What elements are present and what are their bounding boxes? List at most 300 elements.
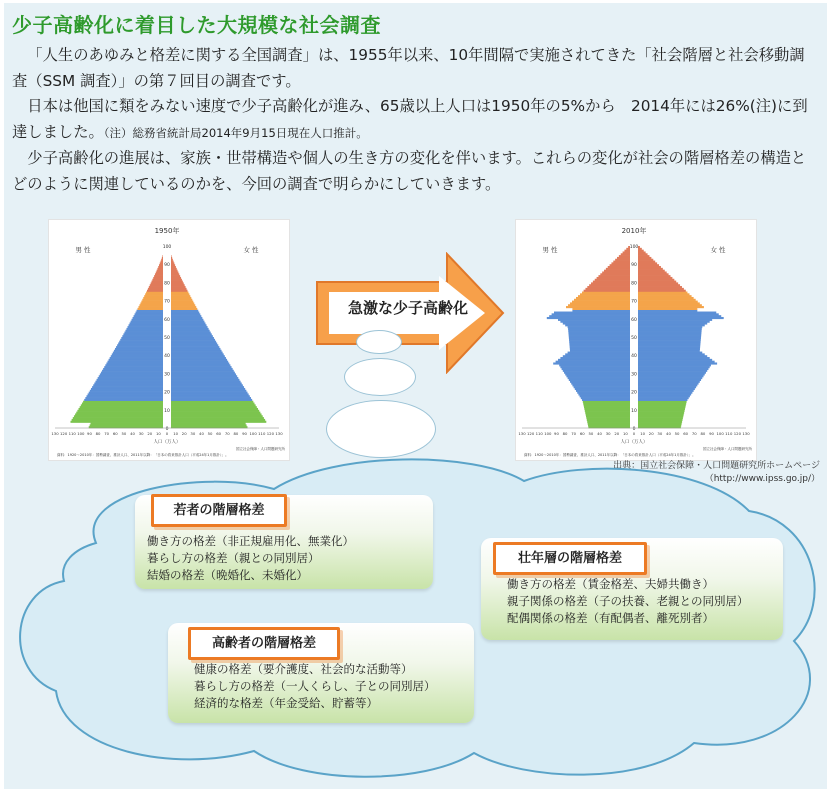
female-age-bar: [638, 268, 663, 270]
female-age-bar: [638, 350, 700, 352]
female-age-bar: [171, 282, 184, 284]
male-age-bar: [160, 261, 163, 263]
age-tick-label: 60: [164, 317, 170, 323]
female-age-bar: [638, 266, 661, 268]
female-age-bar: [171, 359, 227, 361]
x-tick-label: 10: [640, 431, 646, 436]
x-tick-label: 70: [571, 431, 577, 436]
x-tick-label: 60: [216, 431, 222, 436]
female-age-bar: [638, 408, 685, 410]
male-age-bar: [104, 366, 163, 368]
x-tick-label: 120: [59, 431, 68, 436]
male-age-bar: [95, 381, 163, 383]
x-tick-label: 100: [249, 431, 257, 436]
male-age-bar: [568, 330, 630, 332]
thought-bubble-large: [326, 400, 436, 458]
male-age-bar: [585, 288, 630, 290]
male-age-bar: [560, 357, 630, 359]
male-age-bar: [572, 308, 630, 310]
female-age-bar: [171, 335, 213, 337]
female-age-bar: [638, 264, 659, 266]
male-age-bar: [559, 364, 630, 366]
male-age-bar: [150, 284, 163, 286]
male-age-bar: [569, 335, 630, 337]
male-age-bar: [127, 326, 163, 328]
male-age-bar: [151, 282, 163, 284]
female-age-bar: [171, 297, 191, 299]
male-age-bar: [602, 271, 630, 273]
female-age-bar: [171, 357, 226, 359]
male-age-bar: [553, 362, 630, 364]
female-age-bar: [638, 335, 701, 337]
chart-year-label: 2010年: [621, 227, 647, 235]
female-age-bar: [171, 377, 238, 379]
list-item: 配偶関係の格差（有配偶者、離死別者）: [507, 611, 714, 625]
male-age-bar: [100, 373, 163, 375]
female-age-bar: [171, 397, 251, 399]
x-tick-label: 40: [130, 431, 135, 436]
male-age-bar: [122, 335, 163, 337]
male-age-bar: [117, 344, 163, 346]
age-tick-label: 90: [164, 263, 170, 269]
male-age-bar: [558, 319, 630, 321]
female-age-bar: [171, 415, 263, 417]
female-age-bar: [638, 383, 699, 385]
female-age-bar: [171, 324, 207, 326]
x-tick-label: 130: [742, 431, 750, 436]
female-age-bar: [638, 286, 682, 288]
female-age-bar: [171, 366, 232, 368]
female-age-bar: [171, 375, 237, 377]
male-age-bar: [110, 357, 163, 359]
x-tick-label: 100: [716, 431, 724, 436]
male-label: 男 性: [542, 246, 558, 254]
x-tick-label: 40: [597, 431, 602, 436]
list-item: 経済的な格差（年金受給、貯蓄等）: [194, 696, 378, 710]
male-age-bar: [90, 390, 163, 392]
female-age-bar: [171, 339, 215, 341]
female-age-bar: [638, 381, 700, 383]
male-age-bar: [98, 377, 163, 379]
female-age-bar: [171, 372, 235, 374]
male-age-bar: [152, 279, 163, 281]
list-item: 健康の格差（要介護度、社会的な活動等）: [194, 662, 413, 676]
male-age-bar: [568, 352, 630, 354]
male-age-bar: [159, 264, 163, 266]
male-age-bar: [569, 339, 630, 341]
female-age-bar: [638, 333, 701, 335]
female-age-bar: [638, 312, 716, 314]
chart-source-note: 資料：1920～2010年：国勢調査、推計人口、2011年以降：「日本の将来推計人口（平成24年1月推計）」。: [524, 453, 696, 457]
age-tick-label: 0: [165, 427, 169, 432]
female-age-bar: [171, 403, 254, 405]
female-age-bar: [171, 390, 246, 392]
female-age-bar: [638, 399, 687, 401]
male-age-bar: [563, 370, 630, 372]
female-age-bar: [638, 342, 700, 344]
male-age-bar: [586, 415, 630, 417]
male-age-bar: [158, 266, 163, 268]
page: [4, 3, 827, 789]
male-age-bar: [129, 324, 163, 326]
middle-age-inequality-list: [507, 576, 749, 627]
female-age-bar: [171, 342, 217, 344]
male-age-bar: [578, 393, 630, 395]
age-tick-label: 90: [631, 263, 637, 269]
male-age-bar: [558, 359, 630, 361]
female-age-bar: [171, 379, 239, 381]
male-age-bar: [137, 308, 163, 310]
x-tick-label: 110: [535, 431, 543, 436]
female-age-bar: [171, 266, 176, 268]
female-age-bar: [638, 281, 676, 283]
male-age-bar: [72, 419, 163, 421]
male-age-bar: [153, 277, 163, 279]
male-age-bar: [560, 321, 630, 323]
intro-paragraph-3: 少子高齢化の進展は、家族・世帯構造や個人の生き方の変化を伴います。これらの変化が社会の階層格差の構造とどのように関連しているのかを、今回の調査で明らかにしていきます。: [12, 149, 807, 193]
female-age-bar: [638, 357, 710, 359]
male-age-bar: [571, 383, 630, 385]
female-age-bar: [638, 390, 694, 392]
male-age-bar: [617, 257, 630, 259]
female-age-bar: [638, 319, 712, 321]
x-tick-label: 50: [121, 431, 127, 436]
male-age-bar: [84, 399, 163, 401]
male-age-bar: [576, 297, 630, 299]
age-tick-label: 30: [631, 372, 637, 378]
female-age-bar: [171, 257, 172, 259]
x-tick-label: 10: [155, 431, 161, 436]
female-age-bar: [638, 293, 690, 295]
female-age-bar: [638, 415, 683, 417]
male-age-bar: [584, 404, 630, 406]
male-age-bar: [85, 397, 163, 399]
male-age-bar: [157, 268, 163, 270]
age-tick-label: 10: [631, 408, 637, 414]
female-age-bar: [638, 392, 692, 394]
female-age-bar: [638, 262, 657, 264]
male-age-bar: [577, 392, 630, 394]
middle-age-inequality-box: [481, 538, 783, 640]
female-age-bar: [638, 301, 698, 303]
x-tick-label: 50: [588, 431, 594, 436]
x-tick-label: 40: [199, 431, 204, 436]
male-age-bar: [556, 361, 630, 363]
male-age-bar: [160, 262, 163, 264]
male-age-bar: [575, 388, 630, 390]
male-age-bar: [133, 317, 163, 319]
x-tick-label: 120: [526, 431, 535, 436]
chart-source-note: 資料：1920～2010年：国勢調査、推計人口、2011年以降：「日本の将来推計人口（平成24年1月推計）」。: [57, 453, 229, 457]
male-age-bar: [77, 410, 163, 412]
female-age-bar: [638, 406, 685, 408]
x-tick-label: 130: [275, 431, 283, 436]
male-age-bar: [570, 350, 630, 352]
female-age-bar: [171, 295, 190, 297]
female-age-bar: [638, 359, 712, 361]
female-age-bar: [638, 370, 707, 372]
female-age-bar: [171, 404, 256, 406]
female-age-bar: [171, 384, 243, 386]
female-age-bar: [638, 393, 691, 395]
female-age-bar: [171, 277, 181, 279]
male-age-bar: [582, 399, 630, 401]
intro-paragraph-1: 「人生のあゆみと格差に関する全国調査」は、1955年以来、10年間隔で実施されてきた「社会階層と社会移動調査（SSM 調査）」の第７回目の調査です。: [12, 46, 805, 90]
male-age-bar: [597, 277, 630, 279]
female-age-bar: [638, 375, 704, 377]
x-tick-label: 80: [95, 431, 101, 436]
female-age-bar: [638, 372, 706, 374]
female-age-bar: [171, 423, 246, 425]
female-age-bar: [638, 355, 707, 357]
male-age-bar: [139, 304, 163, 306]
male-age-bar: [570, 346, 630, 348]
female-age-bar: [171, 362, 229, 364]
male-age-bar: [134, 315, 163, 317]
female-label: 女 性: [243, 246, 259, 254]
female-label: 女 性: [710, 246, 726, 254]
male-age-bar: [587, 419, 630, 421]
male-age-bar: [120, 339, 163, 341]
female-age-bar: [638, 295, 692, 297]
female-age-bar: [638, 353, 705, 355]
age-tick-label: 60: [631, 317, 637, 323]
intro-text: [12, 43, 818, 197]
female-age-bar: [638, 344, 700, 346]
female-age-bar: [638, 290, 686, 292]
thought-bubble-medium: [344, 358, 416, 396]
x-tick-label: 60: [579, 431, 585, 436]
female-age-bar: [638, 364, 711, 366]
x-tick-label: 20: [648, 431, 654, 436]
male-age-bar: [583, 403, 630, 405]
male-age-bar: [116, 346, 163, 348]
female-age-bar: [171, 281, 183, 283]
x-tick-label: 30: [657, 431, 663, 436]
female-age-bar: [171, 262, 174, 264]
male-age-bar: [598, 275, 630, 277]
female-age-bar: [638, 315, 721, 317]
male-age-bar: [162, 255, 163, 257]
age-tick-label: 30: [164, 372, 170, 378]
male-age-bar: [124, 332, 163, 334]
male-age-bar: [564, 372, 630, 374]
age-tick-label: 40: [164, 354, 170, 360]
male-age-bar: [155, 273, 163, 275]
elderly-inequality-list: [194, 661, 436, 712]
male-age-bar: [604, 270, 630, 272]
female-age-bar: [171, 412, 260, 414]
x-tick-label: 70: [691, 431, 697, 436]
male-age-bar: [145, 293, 163, 295]
female-age-bar: [171, 312, 199, 314]
female-age-bar: [171, 392, 248, 394]
male-age-bar: [588, 423, 630, 425]
female-age-bar: [171, 348, 220, 350]
female-age-bar: [171, 284, 185, 286]
male-age-bar: [75, 413, 163, 415]
female-age-bar: [171, 386, 244, 388]
female-age-bar: [638, 421, 682, 423]
female-age-bar: [638, 304, 702, 306]
male-age-bar: [148, 288, 163, 290]
x-tick-label: 90: [242, 431, 247, 436]
female-age-bar: [638, 271, 667, 273]
male-age-bar: [568, 377, 630, 379]
x-tick-label: 80: [562, 431, 568, 436]
female-age-bar: [171, 368, 233, 370]
male-age-bar: [568, 304, 630, 306]
x-tick-label: 10: [622, 431, 628, 436]
female-age-bar: [171, 406, 257, 408]
x-axis-title: 人口（万人）: [620, 440, 648, 445]
x-tick-label: 30: [605, 431, 611, 436]
male-age-bar: [70, 421, 163, 423]
female-age-bar: [171, 401, 253, 403]
female-age-bar: [171, 410, 259, 412]
x-tick-label: 110: [725, 431, 733, 436]
female-age-bar: [171, 268, 177, 270]
male-age-bar: [79, 408, 163, 410]
female-age-bar: [171, 319, 203, 321]
female-age-bar: [171, 306, 196, 308]
male-age-bar: [615, 259, 630, 261]
female-age-bar: [638, 253, 648, 255]
male-age-bar: [572, 384, 630, 386]
male-age-bar: [580, 293, 630, 295]
male-age-bar: [94, 383, 163, 385]
male-age-bar: [560, 366, 630, 368]
female-age-bar: [638, 404, 686, 406]
male-age-bar: [554, 312, 630, 314]
female-age-bar: [638, 308, 697, 310]
male-age-bar: [569, 333, 630, 335]
male-age-bar: [588, 424, 630, 426]
male-age-bar: [574, 299, 630, 301]
male-age-bar: [576, 390, 630, 392]
female-age-bar: [171, 330, 210, 332]
elderly-inequality-title: 高齢者の階層格差: [188, 627, 340, 660]
female-age-bar: [171, 271, 178, 273]
male-age-bar: [115, 348, 163, 350]
female-age-bar: [638, 273, 669, 275]
male-age-bar: [623, 251, 630, 253]
pyramid-2010-svg: [516, 220, 756, 460]
age-tick-label: 40: [631, 354, 637, 360]
chart-credit: 国立社会保障・人口問題研究所: [703, 447, 752, 451]
male-age-bar: [97, 379, 163, 381]
male-age-bar: [149, 286, 163, 288]
male-age-bar: [135, 313, 163, 315]
male-age-bar: [86, 395, 163, 397]
male-age-bar: [141, 301, 163, 303]
list-item: 働き方の格差（非正規雇用化、無業化）: [147, 534, 354, 548]
male-age-bar: [157, 270, 163, 272]
age-tick-label: 20: [631, 390, 637, 396]
male-age-bar: [126, 328, 163, 330]
female-age-bar: [638, 417, 683, 419]
male-age-bar: [146, 292, 163, 294]
male-age-bar: [565, 373, 630, 375]
page-title: 少子高齢化に着目した大規模な社会調査: [12, 13, 381, 37]
female-age-bar: [638, 384, 697, 386]
x-tick-label: 0: [632, 431, 636, 436]
female-age-bar: [171, 346, 219, 348]
male-age-bar: [132, 319, 163, 321]
female-age-bar: [638, 395, 690, 397]
female-age-bar: [171, 352, 223, 354]
male-age-bar: [111, 355, 163, 357]
female-age-bar: [171, 328, 209, 330]
female-age-bar: [638, 397, 689, 399]
male-age-bar: [611, 262, 630, 264]
female-age-bar: [638, 288, 684, 290]
male-age-bar: [570, 344, 630, 346]
female-age-bar: [638, 270, 665, 272]
male-age-bar: [91, 388, 163, 390]
age-tick-label: 80: [631, 281, 637, 287]
youth-inequality-box: [135, 495, 433, 589]
male-age-bar: [593, 281, 630, 283]
male-age-bar: [142, 299, 163, 301]
male-age-bar: [570, 381, 630, 383]
female-age-bar: [171, 370, 234, 372]
population-pyramid-1950: [48, 219, 290, 461]
female-age-bar: [171, 383, 242, 385]
middle-age-inequality-title: 壮年層の階層格差: [493, 542, 647, 575]
female-age-bar: [171, 299, 192, 301]
male-age-bar: [76, 412, 163, 414]
female-age-bar: [171, 333, 212, 335]
age-tick-label: 0: [632, 427, 636, 432]
x-tick-label: 50: [207, 431, 213, 436]
male-age-bar: [74, 415, 163, 417]
female-age-bar: [171, 341, 216, 343]
female-age-bar: [171, 279, 182, 281]
male-age-bar: [585, 410, 630, 412]
male-age-bar: [584, 406, 630, 408]
x-tick-label: 70: [224, 431, 230, 436]
male-age-bar: [123, 333, 163, 335]
female-age-bar: [638, 302, 700, 304]
female-age-bar: [638, 261, 655, 263]
female-age-bar: [638, 361, 715, 363]
female-age-bar: [638, 317, 724, 319]
male-age-bar: [570, 302, 630, 304]
female-age-bar: [171, 350, 222, 352]
female-age-bar: [638, 377, 702, 379]
female-age-bar: [638, 346, 700, 348]
female-age-bar: [171, 399, 252, 401]
age-tick-label: 100: [162, 245, 172, 250]
male-age-bar: [114, 350, 163, 352]
age-tick-label: 100: [629, 245, 639, 250]
female-age-bar: [171, 302, 194, 304]
female-age-bar: [638, 279, 674, 281]
female-age-bar: [171, 381, 241, 383]
male-age-bar: [566, 306, 630, 308]
male-age-bar: [568, 328, 630, 330]
male-age-bar: [119, 341, 163, 343]
female-age-bar: [171, 373, 236, 375]
age-tick-label: 70: [164, 299, 170, 305]
male-age-bar: [591, 282, 630, 284]
male-age-bar: [582, 292, 630, 294]
male-age-bar: [610, 264, 630, 266]
female-age-bar: [638, 310, 697, 312]
female-age-bar: [638, 337, 701, 339]
male-age-bar: [547, 317, 630, 319]
